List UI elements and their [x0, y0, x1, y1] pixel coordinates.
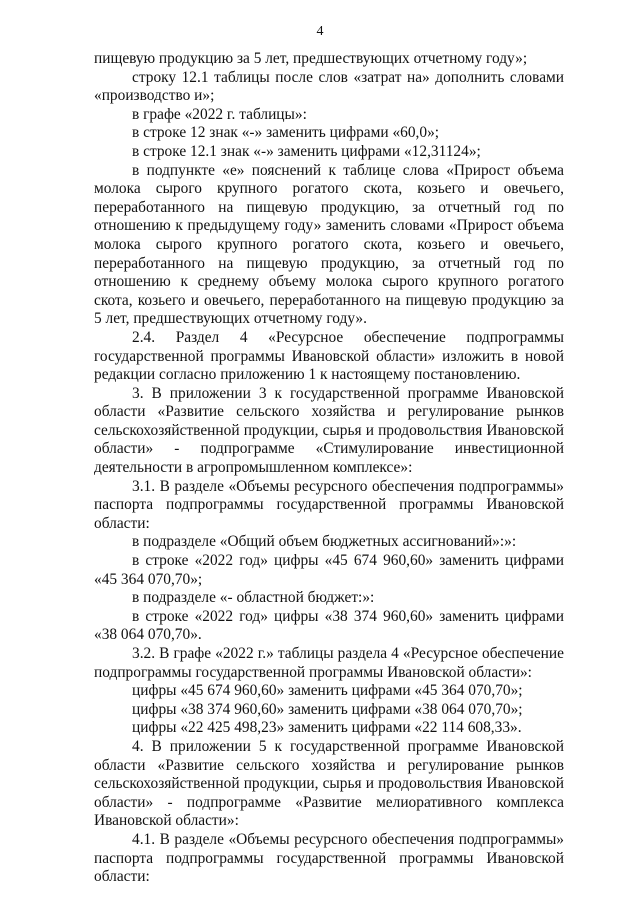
paragraph: цифры «45 674 960,60» заменить цифрами «45 364 070,70»;: [132, 682, 523, 700]
paragraph: в строке «2022 год» цифры «45 674 960,60» заменить цифрами «45 364 070,70»;: [94, 552, 564, 588]
paragraph: в строке 12 знак «-» заменить цифрами «60,0»;: [132, 124, 440, 142]
paragraph: 4. В приложении 5 к государственной программе Ивановской области «Развитие сельского хозяйства и регулирование рынков сельскохозяйственной продукции, сырья и продовольствия Ивановской области» - подпрограмме «Развитие мелиоративного комплекса Ивановской области»:: [94, 737, 564, 830]
paragraph: 3.1. В разделе «Объемы ресурсного обеспечения подпрограммы» паспорта подпрограммы государственной программы Ивановской области:: [94, 477, 564, 532]
paragraph: в графе «2022 г. таблицы»:: [132, 105, 307, 123]
paragraph: в строке «2022 год» цифры «38 374 960,60» заменить цифрами «38 064 070,70».: [94, 607, 564, 644]
paragraph: в подразделе «Общий объем бюджетных ассигнований»:»:: [132, 533, 517, 551]
paragraph: цифры «38 374 960,60» заменить цифрами «38 064 070,70»;: [132, 700, 523, 718]
document-body: [94, 50, 564, 887]
page-number: 4: [316, 24, 324, 39]
paragraph: 3. В приложении 3 к государственной программе Ивановской области «Развитие сельского хозяйства и регулирование рынков сельскохозяйственной продукции, сырья и продовольствия Ивановской области» - подпрограмме «Стимулирование инвестиционной деятельности в агропромышленном комплексе»:: [94, 384, 564, 477]
paragraph: цифры «22 425 498,23» заменить цифрами «22 114 608,33».: [132, 719, 522, 737]
paragraph: пищевую продукцию за 5 лет, предшествующих отчетному году»;: [94, 50, 528, 67]
paragraph: в подпункте «е» пояснений к таблице слова «Прирост объема молока сырого крупного рогатого скота, козьего и овечьего, переработанного на пищевую продукцию, за отчетный год по отношению к предыдущему году» заменить словами «Прирост объема молока сырого крупного рогатого скота, козьего и овечьего, переработанного на пищевую продукцию, за отчетный год по отношению к среднему объему молока сырого крупного рогатого скота, козьего и овечьего, переработанного на пищевую продукцию за 5 лет, предшествующих отчетному году».: [94, 161, 564, 328]
paragraph: 3.2. В графе «2022 г.» таблицы раздела 4 «Ресурсное обеспечение подпрограммы государственной программы Ивановской области»:: [94, 645, 564, 681]
paragraph: 2.4. Раздел 4 «Ресурсное обеспечение подпрограммы государственной программы Ивановской области» изложить в новой редакции согласно приложению 1 к настоящему постановлению.: [94, 328, 564, 384]
paragraph: в подразделе «- областной бюджет:»:: [132, 589, 375, 607]
paragraph: строку 12.1 таблицы после слов «затрат на» дополнить словами «производство и»;: [94, 68, 564, 105]
paragraph: 4.1. В разделе «Объемы ресурсного обеспечения подпрограммы» паспорта подпрограммы государственной программы Ивановской области:: [94, 830, 564, 886]
paragraph: в строке 12.1 знак «-» заменить цифрами «12,31124»;: [132, 142, 481, 160]
